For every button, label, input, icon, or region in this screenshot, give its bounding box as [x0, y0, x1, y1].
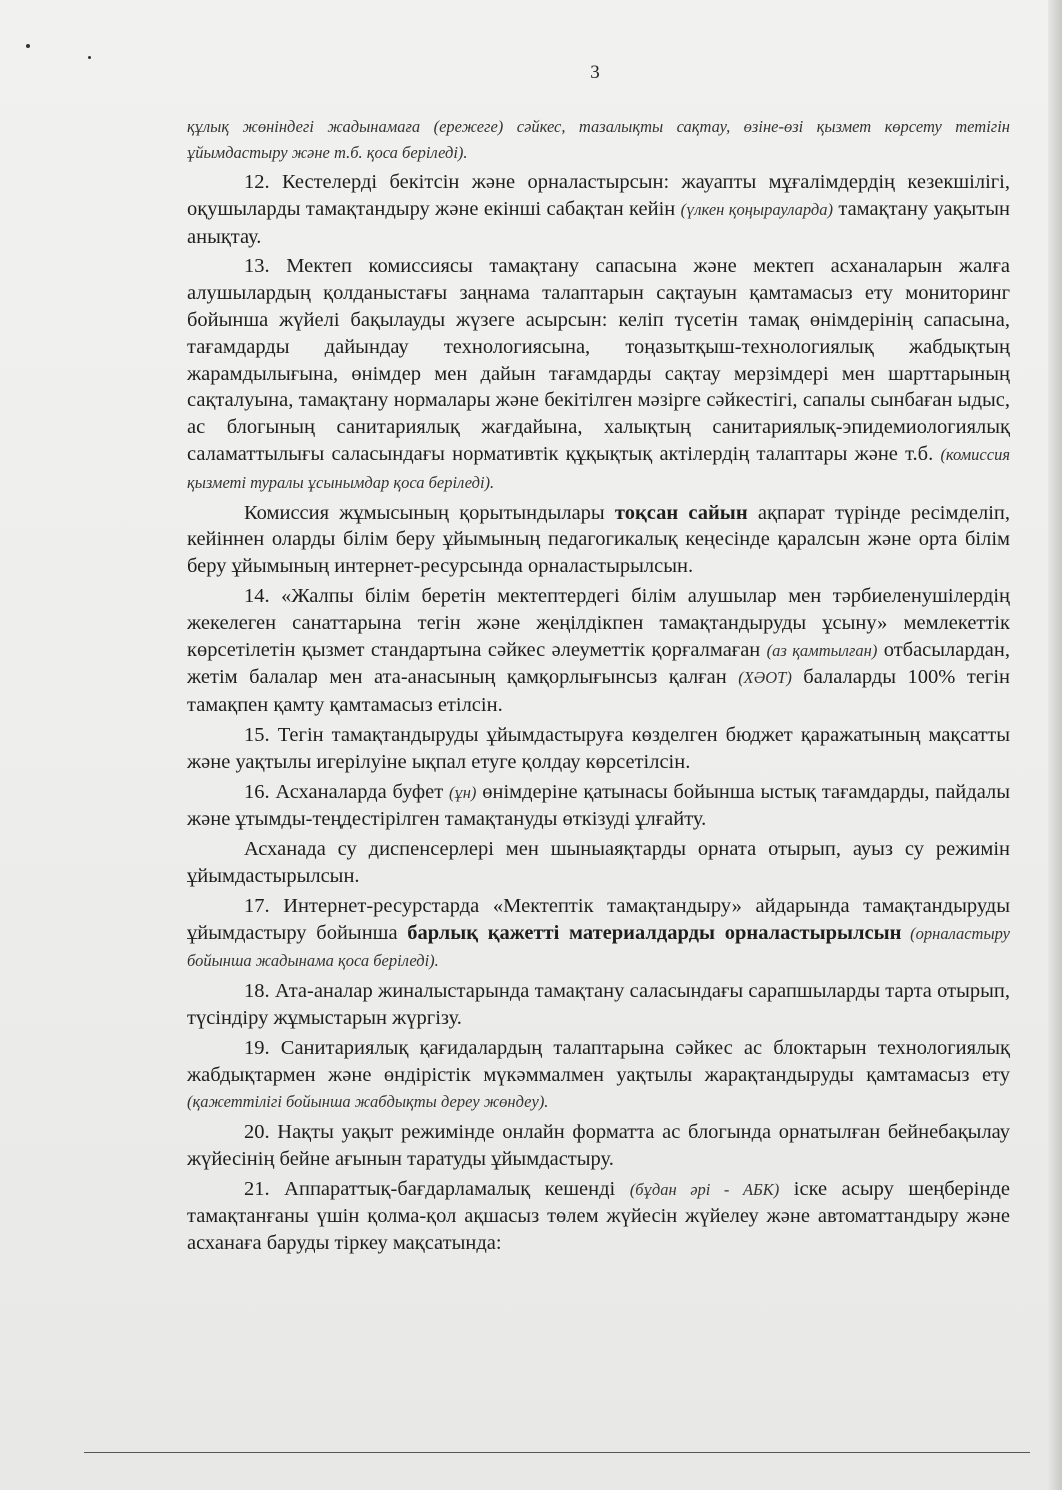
page-number: 3: [590, 62, 600, 83]
paragraph-13-results: Комиссия жұмысының қорытындылары тоқсан сайын ақпарат түрінде ресімделіп, кейіннен оларды білім беру ұйымының педагогикалық кеңесінде қаралсын және орта білім беру ұйымының интернет-ресурсында орналастырылсын.: [187, 501, 1010, 578]
paragraph-continuation: құлық жөніндегі жадынамаға (ережеге) сәйкес, тазалықты сақтау, өзіне-өзі қызмет көрсету тетігін ұйымдастыру және т.б. қоса беріледі).: [187, 117, 1010, 162]
paragraph-20: 20. Нақты уақыт режимінде онлайн форматта ас блогында орнатылған бейнебақылау жүйесінің бейне ағынын таратуды ұйымдастыру.: [187, 1121, 1010, 1170]
paragraph-19: 19. Санитариялық қағидалардың талаптарына сәйкес ас блоктарын технологиялық жабдықтармен және өндірістік мүкәммалмен уақтылы жарақтандыруды қамтамасыз ету (қажеттілігі бойынша жабдықты дереу жөндеу).: [187, 1036, 1010, 1112]
emphasis: тоқсан сайын: [614, 501, 748, 524]
scan-speck: [26, 44, 30, 48]
emphasis: барлық қажетті материалдарды орналастырылсын: [407, 921, 902, 944]
note: (ұн): [449, 782, 477, 802]
document-body: [187, 114, 1010, 1260]
scan-speck: [88, 56, 91, 59]
paragraph-18: 18. Ата-аналар жиналыстарында тамақтану саласындағы сарапшыларды тарта отырып, түсіндіру жұмыстарын жүргізу.: [187, 980, 1010, 1029]
paragraph-17: 17. Интернет-ресурстарда «Мектептік тамақтандыру» айдарында тамақтандыруды ұйымдастыру бойынша барлық қажетті материалдарды орналастырылсын (орналастыру бойынша жадынама қоса беріледі).: [187, 894, 1010, 971]
paragraph-16-water: Асханада су диспенсерлері мен шыныаяқтарды орната отырып, ауыз су режимін ұйымдастырылсын.: [187, 838, 1010, 887]
paragraph-12: 12. Кестелерді бекітсін және орналастырсын: жауапты мұғалімдердің кезекшілігі, оқушыларды тамақтандыру және екінші сабақтан кейін (үлкен қоңырауларда) тамақтану уақытын анықтау.: [187, 171, 1010, 248]
note: (комиссия қызметі туралы ұсынымдар қоса беріледі).: [187, 444, 1010, 492]
paragraph-16: 16. Асханаларда буфет (ұн) өнімдеріне қатынасы бойынша ыстық тағамдарды, пайдалы және ұтымды-теңдестірілген тамақтануды өткізуді ұлғайту.: [187, 780, 1010, 831]
paragraph-21: 21. Аппараттық-бағдарламалық кешенді (бұдан әрі - АБК) іске асыру шеңберінде тамақтанғаны үшін қолма-қол ақшасыз төлем жүйесін жүйелеу және автоматтандыру және асханаға баруды тіркеу мақсатында:: [187, 1177, 1010, 1255]
bottom-rule: [84, 1452, 1030, 1453]
page-edge: [1048, 0, 1062, 1490]
note: (ХӘОТ): [738, 668, 792, 688]
note: (қажеттілігі бойынша жабдықты дереу жөндеу).: [187, 1092, 549, 1112]
paragraph-15: 15. Тегін тамақтандыруды ұйымдастыруға көзделген бюджет қаражатының мақсатты және уақтылы игерілуіне ықпал етуге қолдау көрсетілсін.: [187, 723, 1010, 773]
paragraph-13: 13. Мектеп комиссиясы тамақтану сапасына және мектеп асханаларын жалға алушылардың қолданыстағы заңнама талаптарын сақтауын қамтамасыз ету мониторинг бойынша жүйелі бақылауды жүзеге асырсын: келіп түсетін тамақ өнімдерінің сапасына, тағамдарды дайындау технологиясына, тоңазытқыш-технологиялық жабдықтың жарамдылығына, өнімдер мен дайын тағамдарды сақтау мерзімдері мен шарттарының сақталуына, тамақтану нормалары және бекітілген мәзірге сәйкестігі, сапалы сынбаған ыдыс, ас блогының санитариялық жағдайына, халықтың санитариялық-эпидемиологиялық саламаттылығы саласындағы нормативтік құқықтық актілердің талаптары және т.б. (комиссия қызметі туралы ұсынымдар қоса беріледі).: [187, 255, 1010, 492]
note: (үлкен қоңырауларда): [680, 199, 833, 219]
paragraph-14: 14. «Жалпы білім беретін мектептердегі білім алушылар мен тәрбиеленушілердің жекелеген санаттарына тегін және жеңілдікпен тамақтандыруды ұсыну» мемлекеттік көрсетілетін қызмет стандартына сәйкес әлеуметтік қорғалмаған (аз қамтылған) отбасылардан, жетім балалар мен ата-анасының қамқорлығынсыз қалған (ХӘОТ) балаларды 100% тегін тамақпен қамту қамтамасыз етілсін.: [187, 584, 1010, 717]
note: (бұдан әрі - АБК): [629, 1179, 780, 1199]
note: (аз қамтылған): [766, 640, 878, 660]
note: (орналастыру бойынша жадынама қоса беріледі).: [187, 923, 1010, 971]
